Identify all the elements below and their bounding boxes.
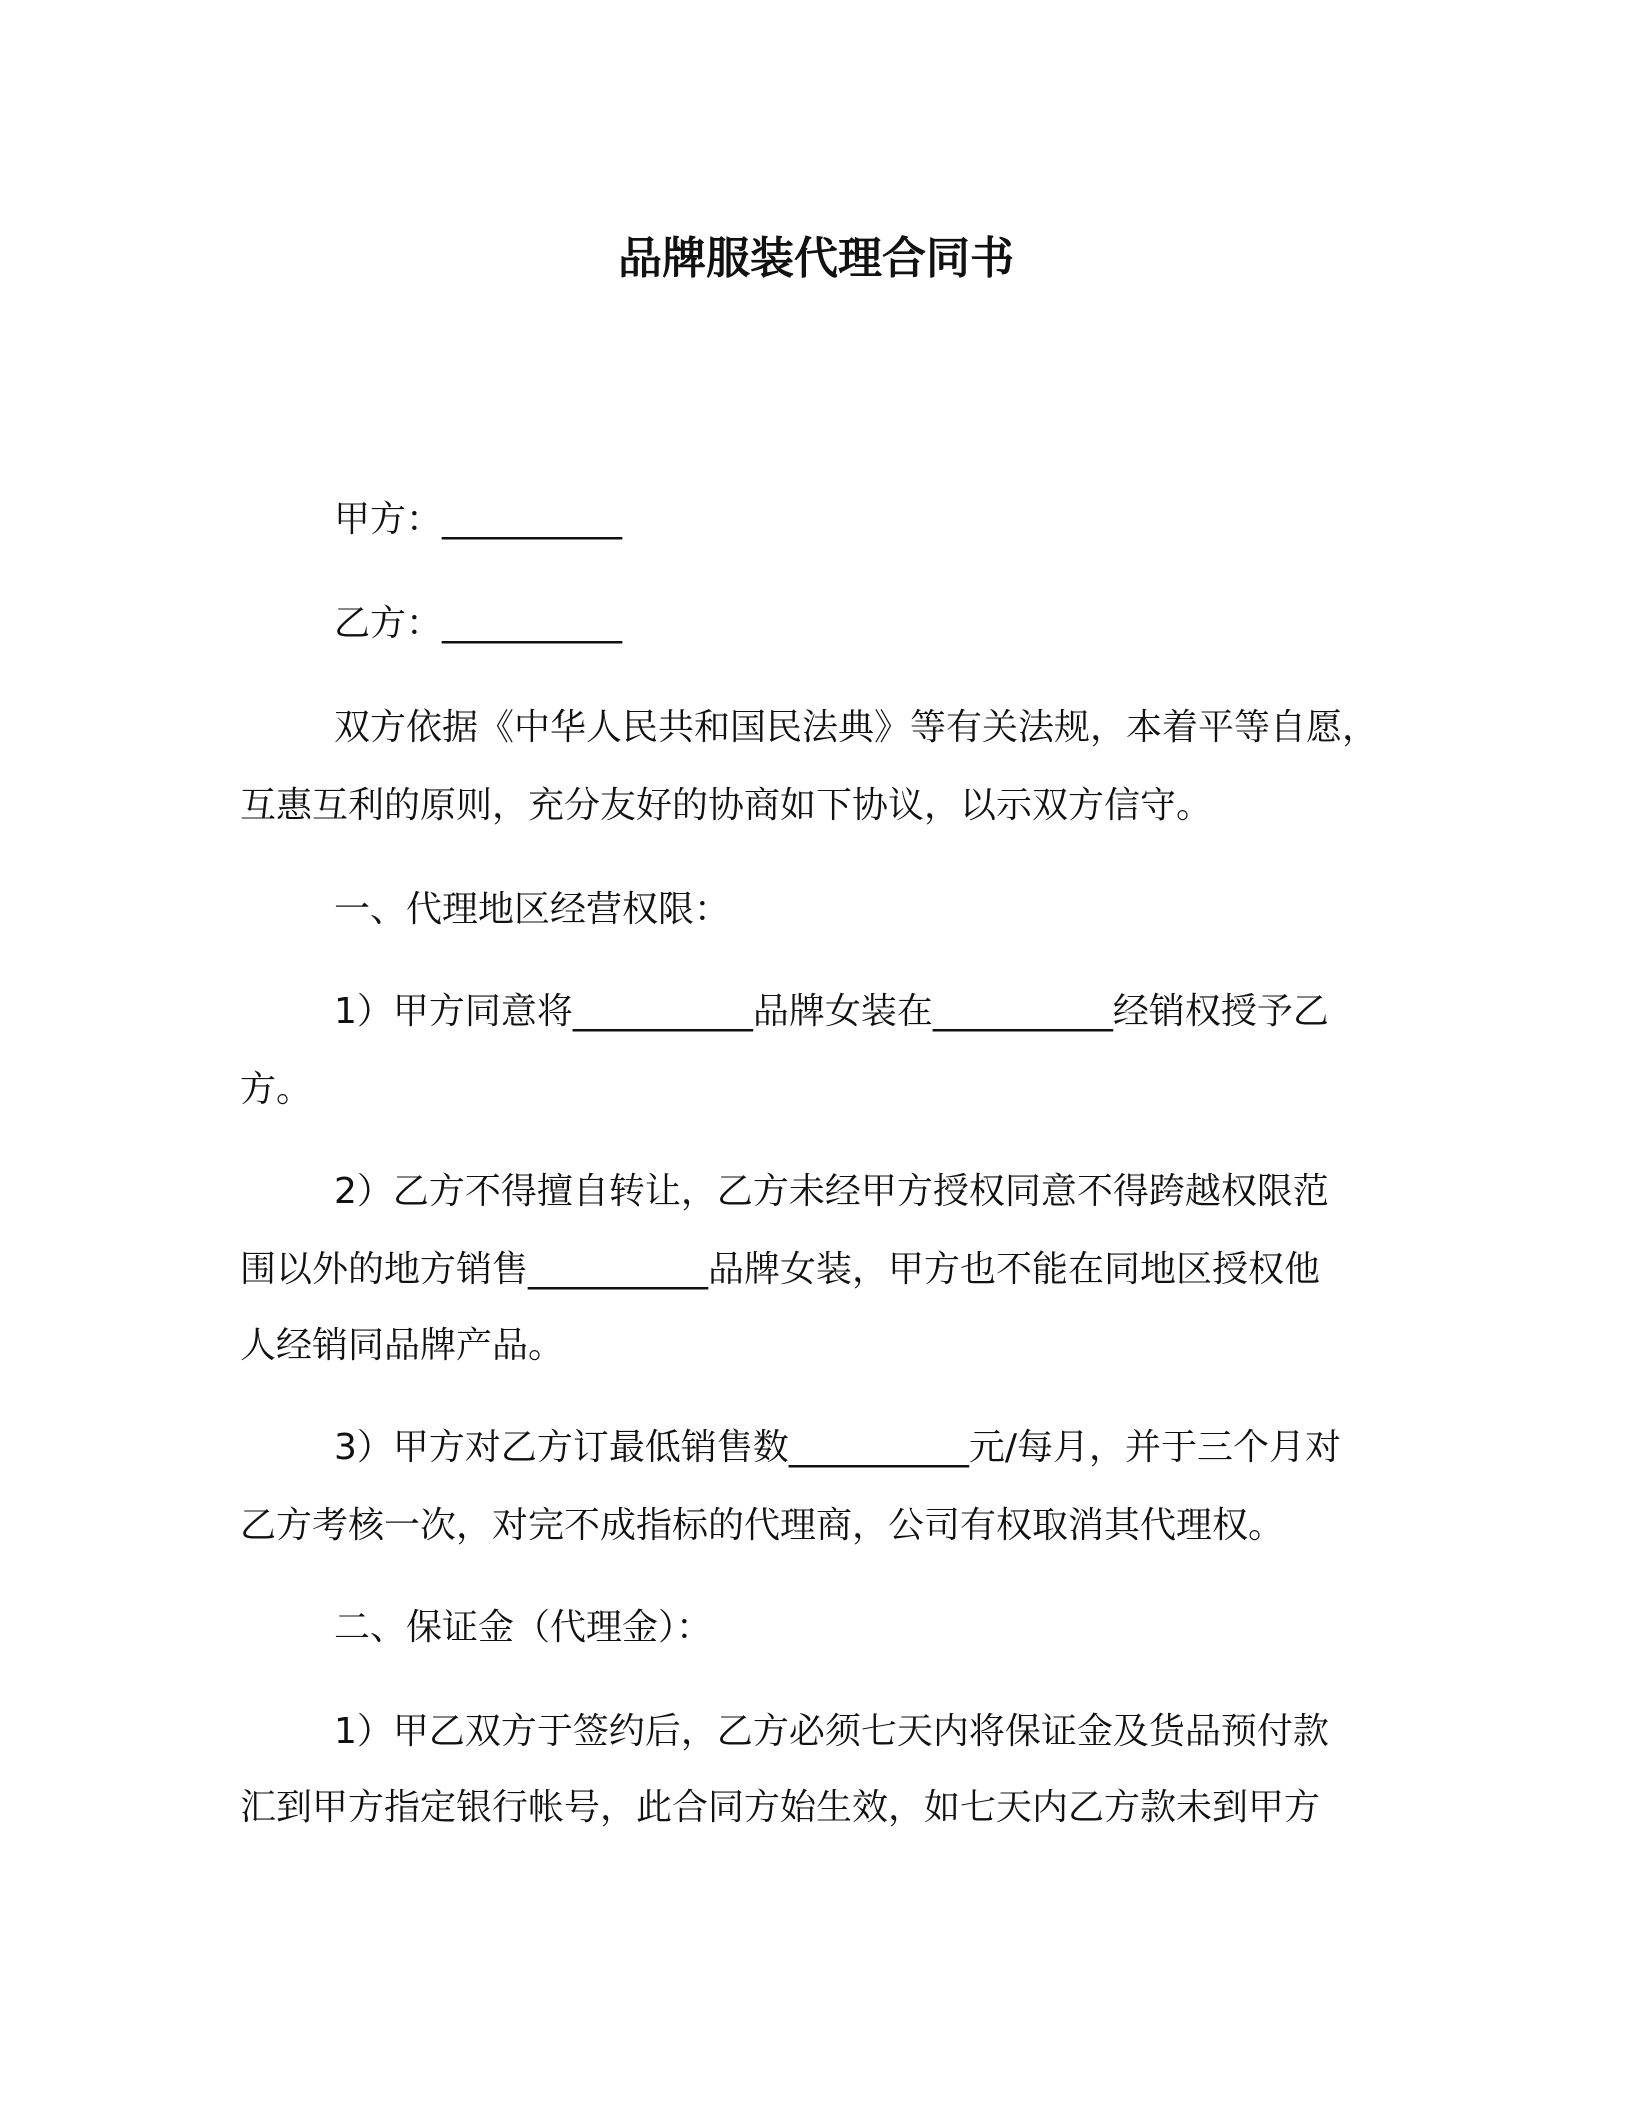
party-b-line: 乙方：__________ [334, 603, 623, 644]
section-2-heading: 二、保证金（代理金）： [334, 1607, 713, 1648]
clause-1-2-line-3: 人经销同品牌产品。 [240, 1325, 565, 1366]
clause-2-1-line-2: 汇到甲方指定银行帐号，此合同方始生效，如七天内乙方款未到甲方 [240, 1787, 1321, 1828]
clause-1-3-line-1: 3）甲方对乙方订最低销售数__________元/每月，并于三个月对 [334, 1427, 1342, 1468]
document-title: 品牌服装代理合同书 [618, 233, 1014, 284]
section-1-heading: 一、代理地区经营权限： [334, 889, 731, 930]
clause-1-2-line-1: 2）乙方不得擅自转让，乙方未经甲方授权同意不得跨越权限范 [334, 1171, 1329, 1212]
clause-2-1-line-1: 1）甲乙双方于签约后，乙方必须七天内将保证金及货品预付款 [334, 1711, 1329, 1752]
clause-1-1-line-2: 方。 [240, 1069, 313, 1110]
clause-1-3-line-2: 乙方考核一次，对完不成指标的代理商，公司有权取消其代理权。 [240, 1505, 1285, 1546]
clause-1-1-line-1: 1）甲方同意将__________品牌女装在__________经销权授予乙 [334, 991, 1329, 1032]
preamble-line-2: 互惠互利的原则，充分友好的协商如下协议，以示双方信守。 [240, 785, 1213, 826]
clause-1-2-line-2: 围以外的地方销售__________品牌女装，甲方也不能在同地区授权他 [240, 1249, 1321, 1290]
party-a-line: 甲方：__________ [334, 499, 623, 540]
preamble-line-1: 双方依据《中华人民共和国民法典》等有关法规，本着平等自愿， [334, 707, 1379, 748]
